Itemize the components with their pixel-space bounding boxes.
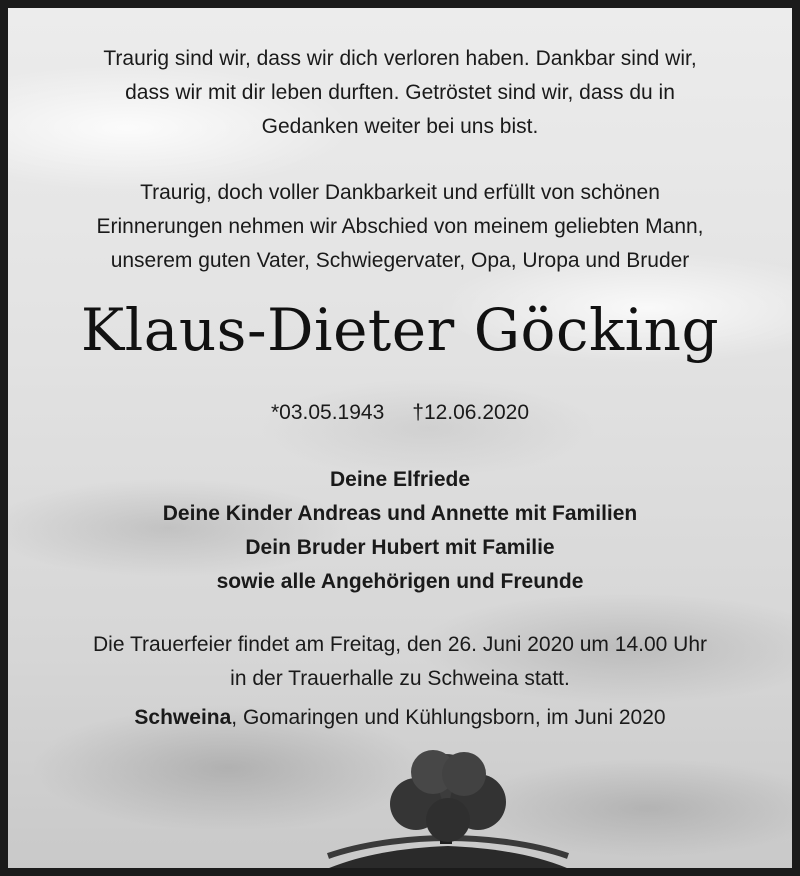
ceremony-line: in der Trauerhalle zu Schweina statt. <box>230 667 570 690</box>
family-line: Deine Elfriede <box>329 468 471 491</box>
intro-line: dass wir mit dir leben durften. Getröstet sind wir, dass du in <box>125 81 675 104</box>
farewell-line: unserem guten Vater, Schwiegervater, Opa, Uropa und Bruder <box>110 249 690 272</box>
place-town: Schweina <box>134 706 232 729</box>
family-line: Deine Kinder Andreas und Annette mit Familien <box>162 502 638 525</box>
family-line: Dein Bruder Hubert mit Familie <box>245 536 555 559</box>
birth-date: 03.05.1943 <box>279 401 385 424</box>
intro-paragraph <box>8 42 792 144</box>
farewell-line: Traurig, doch voller Dankbarkeit und erfüllt von schönen <box>140 181 660 204</box>
place-rest: , Gomaringen und Kühlungsborn, im Juni 2020 <box>231 706 666 729</box>
family-line: sowie alle Angehörigen und Freunde <box>216 570 584 593</box>
intro-line: Traurig sind wir, dass wir dich verloren haben. Dankbar sind wir, <box>103 47 697 70</box>
tree-on-hill-icon <box>308 738 588 876</box>
ceremony-line: Die Trauerfeier findet am Freitag, den 26. Juni 2020 um 14.00 Uhr <box>92 633 707 656</box>
place-and-date <box>8 703 792 733</box>
intro-line: Gedanken weiter bei uns bist. <box>261 115 539 138</box>
farewell-line: Erinnerungen nehmen wir Abschied von meinem geliebten Mann, <box>96 215 704 238</box>
death-symbol: † <box>412 401 424 424</box>
birth-symbol: * <box>270 401 280 424</box>
farewell-paragraph <box>8 176 792 278</box>
deceased-name: Klaus-Dieter Göcking <box>80 296 720 364</box>
ceremony-info <box>8 628 792 696</box>
death-date: 12.06.2020 <box>423 401 530 424</box>
life-dates <box>8 398 792 428</box>
family-signatures <box>8 463 792 599</box>
